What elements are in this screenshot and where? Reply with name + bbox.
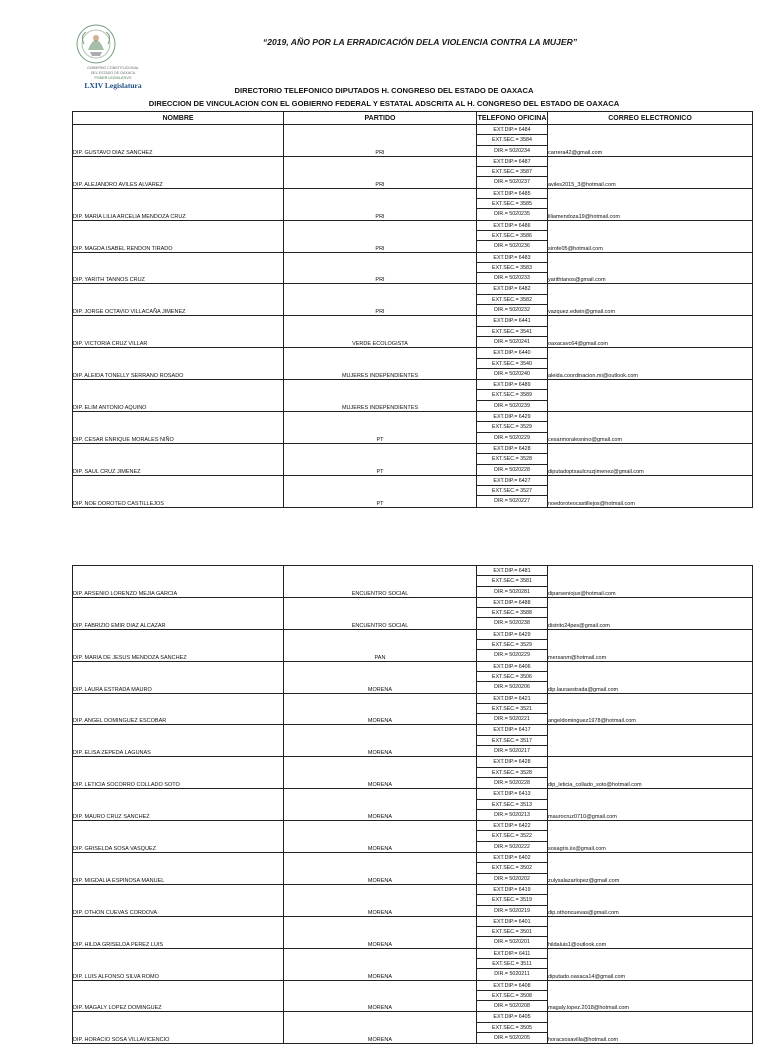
email-address[interactable]: noedoroteocastillejos@hotmail.com [548, 475, 753, 507]
email-address[interactable]: oaxacavc64@gmail.com [548, 316, 753, 348]
ext-dip: EXT.DIP.= 6483 [477, 253, 547, 263]
deputy-name: DIP. MAGDA ISABEL RENDON TIRADO [73, 220, 284, 252]
ext-dip: EXT.DIP.= 6429 [477, 630, 547, 640]
direct-line: DIR.= 5020229 [494, 434, 530, 441]
party-name: PRI [284, 188, 477, 220]
party-name: MUJERES INDEPENDIENTES [284, 380, 477, 412]
direct-line: DIR.= 5020211 [494, 971, 530, 978]
ext-sec: EXT.SEC.= 3528 [477, 768, 547, 778]
party-name: MORENA [284, 1012, 477, 1044]
table-row [73, 629, 753, 661]
office-phone [477, 412, 548, 444]
email-address[interactable]: vazquez.edwin@gmail.com [548, 284, 753, 316]
ext-dip: EXT.DIP.= 6481 [477, 566, 547, 576]
ext-sec: EXT.SEC.= 3528 [477, 454, 547, 464]
email-address[interactable] [548, 725, 753, 757]
party-name: MORENA [284, 884, 477, 916]
party-name: MORENA [284, 916, 477, 948]
direct-line: DIR.= 5020206 [494, 684, 530, 691]
logo-text-line: GOBIERNO CONSTITUCIONAL [86, 66, 140, 70]
table-row [73, 220, 753, 252]
deputy-name: DIP. ARSENIO LORENZO MEJIA GARCIA [73, 566, 284, 598]
office-phone [477, 853, 548, 885]
direct-line: DIR.= 5020205 [494, 1035, 530, 1042]
congress-logo [66, 22, 148, 96]
table-row [73, 380, 753, 412]
ext-dip: EXT.DIP.= 6422 [477, 821, 547, 831]
party-name: PAN [284, 629, 477, 661]
table-row [73, 412, 753, 444]
column-header-phone: TELEFONO OFICINA [477, 112, 548, 125]
office-phone [477, 693, 548, 725]
table-row [73, 948, 753, 980]
ext-sec: EXT.SEC.= 3589 [477, 390, 547, 400]
table-row [73, 252, 753, 284]
ext-dip: EXT.DIP.= 6421 [477, 694, 547, 704]
email-address[interactable]: zulysalazarlopez@gmail.com [548, 853, 753, 885]
office-phone [477, 821, 548, 853]
coat-of-arms-icon [66, 22, 148, 66]
table-row [73, 125, 753, 157]
email-address[interactable]: aleida.coordinacion.mi@outlook.com [548, 348, 753, 380]
direct-line: DIR.= 5020241 [494, 338, 530, 345]
document-title: DIRECTORIO TELEFONICO DIPUTADOS H. CONGRESO DEL ESTADO DE OAXACA [234, 86, 534, 95]
email-address[interactable]: horacsosavilla@hotmail.com [548, 1012, 753, 1044]
direct-line: DIR.= 5020228 [494, 779, 530, 786]
table-row [73, 475, 753, 507]
ext-sec: EXT.SEC.= 3508 [477, 991, 547, 1001]
office-phone [477, 220, 548, 252]
ext-dip: EXT.DIP.= 6402 [477, 853, 547, 863]
party-name: MORENA [284, 789, 477, 821]
ext-sec: EXT.SEC.= 3521 [477, 704, 547, 714]
table-row [73, 188, 753, 220]
ext-sec: EXT.SEC.= 3588 [477, 608, 547, 618]
office-phone [477, 725, 548, 757]
party-name: PRI [284, 156, 477, 188]
ext-sec: EXT.SEC.= 3513 [477, 800, 547, 810]
deputy-name: DIP. SAUL CRUZ JIMENEZ [73, 443, 284, 475]
email-address[interactable]: sirofe05@hotmail.com [548, 220, 753, 252]
office-phone [477, 789, 548, 821]
ext-dip: EXT.DIP.= 6408 [477, 981, 547, 991]
ext-dip: EXT.DIP.= 6482 [477, 284, 547, 294]
email-address[interactable]: dip.othoncuevas@gmail.com [548, 884, 753, 916]
ext-sec: EXT.SEC.= 3583 [477, 263, 547, 273]
email-address[interactable]: cesarmoralesnino@gmail.com [548, 412, 753, 444]
office-phone [477, 597, 548, 629]
deputy-name: DIP. MARIA DE JESUS MENDOZA SANCHEZ [73, 629, 284, 661]
table-row [73, 566, 753, 598]
party-name: PT [284, 475, 477, 507]
table-row [73, 443, 753, 475]
deputy-name: DIP. LAURA ESTRADA MAURO [73, 661, 284, 693]
ext-sec: EXT.SEC.= 3522 [477, 831, 547, 841]
office-phone [477, 443, 548, 475]
column-header-email: CORREO ELECTRONICO [548, 112, 753, 125]
ext-sec: EXT.SEC.= 3587 [477, 167, 547, 177]
table-row [73, 1012, 753, 1044]
deputy-name: DIP. OTHON CUEVAS CORDOVA [73, 884, 284, 916]
legislature-label: LXIV Legislatura [84, 81, 142, 90]
ext-dip: EXT.DIP.= 6419 [477, 885, 547, 895]
ext-dip: EXT.DIP.= 6417 [477, 725, 547, 735]
deputy-name: DIP. FABRIZIO EMIR DIAZ ALCAZAR [73, 597, 284, 629]
ext-dip: EXT.DIP.= 6411 [477, 949, 547, 959]
table-row [73, 916, 753, 948]
ext-sec: EXT.SEC.= 3529 [477, 422, 547, 432]
ext-sec: EXT.SEC.= 3529 [477, 640, 547, 650]
email-address[interactable]: yarithtanos@gmail.com [548, 252, 753, 284]
deputy-name: DIP. VICTORIA CRUZ VILLAR [73, 316, 284, 348]
ext-dip: EXT.DIP.= 6401 [477, 917, 547, 927]
email-address[interactable]: sosagris.iix@gmail.com [548, 821, 753, 853]
deputy-name: DIP. GRISELDA SOSA VASQUEZ [73, 821, 284, 853]
table-row [73, 725, 753, 757]
ext-sec: EXT.SEC.= 3517 [477, 736, 547, 746]
table-row [73, 661, 753, 693]
email-address[interactable] [548, 380, 753, 412]
party-name: PT [284, 443, 477, 475]
office-phone [477, 661, 548, 693]
party-name: MORENA [284, 853, 477, 885]
table-header-row [73, 112, 753, 125]
party-name: MORENA [284, 980, 477, 1012]
direct-line: DIR.= 5020213 [494, 811, 530, 818]
ext-dip: EXT.DIP.= 6405 [477, 1012, 547, 1022]
ext-dip: EXT.DIP.= 6428 [477, 757, 547, 767]
deputy-name: DIP. HORACIO SOSA VILLAVICENCIO [73, 1012, 284, 1044]
table-row [73, 348, 753, 380]
office-phone [477, 980, 548, 1012]
table-row [73, 316, 753, 348]
ext-sec: EXT.SEC.= 3527 [477, 486, 547, 496]
email-address[interactable]: carrera42@gmail.com [548, 125, 753, 157]
party-name: MORENA [284, 948, 477, 980]
deputy-name: DIP. MAGALY LOPEZ DOMINGUEZ [73, 980, 284, 1012]
email-address[interactable]: magaly.lopez.2018@hotmail.com [548, 980, 753, 1012]
direct-line: DIR.= 5020229 [494, 652, 530, 659]
column-header-party: PARTIDO [284, 112, 477, 125]
logo-text-line: PODER LEGISLATIVO [94, 76, 132, 80]
table-row [73, 789, 753, 821]
party-name: ENCUENTRO SOCIAL [284, 597, 477, 629]
office-phone [477, 1012, 548, 1044]
party-name: MORENA [284, 821, 477, 853]
deputy-name: DIP. MIGDALIA ESPINOSA MANUEL [73, 853, 284, 885]
table-row [73, 884, 753, 916]
party-name: PRI [284, 284, 477, 316]
office-phone [477, 316, 548, 348]
deputy-name: DIP. ANGEL DOMINGUEZ ESCOBAR [73, 693, 284, 725]
office-phone [477, 156, 548, 188]
direct-line: DIR.= 5020201 [494, 939, 530, 946]
direct-line: DIR.= 5020281 [494, 588, 530, 595]
party-name: PRI [284, 220, 477, 252]
ext-sec: EXT.SEC.= 3519 [477, 895, 547, 905]
email-address[interactable]: dip.lauraestrada@gmail.com [548, 661, 753, 693]
email-address[interactable]: maurocruz0710@gmail.com [548, 789, 753, 821]
email-address[interactable]: distrito24pes@gmail.com [548, 597, 753, 629]
deputy-name: DIP. LETICIA SOCORRO COLLADO SOTO [73, 757, 284, 789]
direct-line: DIR.= 5020233 [494, 275, 530, 282]
ext-sec: EXT.SEC.= 3584 [477, 135, 547, 145]
direct-line: DIR.= 5020228 [494, 466, 530, 473]
email-address[interactable]: angeldominguez1978@hotmail.com [548, 693, 753, 725]
direct-line: DIR.= 5020232 [494, 307, 530, 314]
ext-dip: EXT.DIP.= 6485 [477, 189, 547, 199]
table-row [73, 853, 753, 885]
email-address[interactable]: diputado.oaxaca14@gmail.com [548, 948, 753, 980]
deputy-name: DIP. CESAR ENRIQUE MORALES NIÑO [73, 412, 284, 444]
party-name: VERDE ECOLOGISTA [284, 316, 477, 348]
ext-sec: EXT.SEC.= 3582 [477, 295, 547, 305]
deputy-name: DIP. ELISA ZEPEDA LAGUNAS [73, 725, 284, 757]
direct-line: DIR.= 5020239 [494, 402, 530, 409]
directory-table-page2 [72, 565, 753, 1044]
direct-line: DIR.= 5020236 [494, 243, 530, 250]
deputy-name: DIP. GUSTAVO DIAZ SANCHEZ [73, 125, 284, 157]
email-address[interactable]: mersanm@hotmail.com [548, 629, 753, 661]
office-phone [477, 757, 548, 789]
office-phone [477, 252, 548, 284]
table-row [73, 821, 753, 853]
office-phone [477, 629, 548, 661]
ext-dip: EXT.DIP.= 6441 [477, 316, 547, 326]
direct-line: DIR.= 5020237 [494, 179, 530, 186]
ext-dip: EXT.DIP.= 6413 [477, 789, 547, 799]
ext-sec: EXT.SEC.= 3581 [477, 576, 547, 586]
table-row [73, 597, 753, 629]
direct-line: DIR.= 5020234 [494, 147, 530, 154]
party-name: MUJERES INDEPENDIENTES [284, 348, 477, 380]
party-name: ENCUENTRO SOCIAL [284, 566, 477, 598]
office-phone [477, 948, 548, 980]
email-address[interactable]: liliamendoza19@hotmail.com [548, 188, 753, 220]
document-subtitle: DIRECCION DE VINCULACION CON EL GOBIERNO FEDERAL Y ESTATAL ADSCRITA AL H. CONGRESO DEL ESTADO DE OAXACA [148, 99, 620, 108]
party-name: PRI [284, 252, 477, 284]
party-name: PT [284, 412, 477, 444]
deputy-name: DIP. ALEJANDRO AVILES ALVAREZ [73, 156, 284, 188]
ext-dip: EXT.DIP.= 6428 [477, 444, 547, 454]
year-motto: “2019, AÑO POR LA ERRADICACIÓN DELA VIOLENCIA CONTRA LA MUJER” [262, 37, 578, 47]
ext-sec: EXT.SEC.= 3506 [477, 672, 547, 682]
deputy-name: DIP. NOE DOROTEO CASTILLEJOS [73, 475, 284, 507]
direct-line: DIR.= 5020235 [494, 211, 530, 218]
direct-line: DIR.= 5020202 [494, 875, 530, 882]
ext-dip: EXT.DIP.= 6484 [477, 125, 547, 135]
email-address[interactable]: hildaluis1@outlook.com [548, 916, 753, 948]
ext-dip: EXT.DIP.= 6487 [477, 157, 547, 167]
deputy-name: DIP. LUIS ALFONSO SILVA ROMO [73, 948, 284, 980]
office-phone [477, 475, 548, 507]
ext-sec: EXT.SEC.= 3502 [477, 863, 547, 873]
party-name: MORENA [284, 725, 477, 757]
ext-sec: EXT.SEC.= 3501 [477, 927, 547, 937]
party-name: PRI [284, 125, 477, 157]
direct-line: DIR.= 5020238 [494, 620, 530, 627]
party-name: MORENA [284, 757, 477, 789]
ext-dip: EXT.DIP.= 6427 [477, 476, 547, 486]
email-address[interactable]: aviles2015_3@hotmail.com [548, 156, 753, 188]
ext-dip: EXT.DIP.= 6440 [477, 348, 547, 358]
party-name: MORENA [284, 661, 477, 693]
direct-line: DIR.= 5020222 [494, 843, 530, 850]
office-phone [477, 916, 548, 948]
ext-dip: EXT.DIP.= 6406 [477, 662, 547, 672]
deputy-name: DIP. MAURO CRUZ SANCHEZ [73, 789, 284, 821]
direct-line: DIR.= 5020221 [494, 716, 530, 723]
office-phone [477, 125, 548, 157]
deputy-name: DIP. MARIA LILIA ARCELIA MENDOZA CRUZ [73, 188, 284, 220]
ext-dip: EXT.DIP.= 6429 [477, 412, 547, 422]
party-name: MORENA [284, 693, 477, 725]
office-phone [477, 566, 548, 598]
office-phone [477, 188, 548, 220]
office-phone [477, 284, 548, 316]
office-phone [477, 884, 548, 916]
ext-sec: EXT.SEC.= 3505 [477, 1023, 547, 1033]
table-row [73, 284, 753, 316]
ext-sec: EXT.SEC.= 3541 [477, 327, 547, 337]
ext-dip: EXT.DIP.= 6486 [477, 221, 547, 231]
deputy-name: DIP. YARITH TANNOS CRUZ [73, 252, 284, 284]
directory-table-page1 [72, 111, 753, 508]
column-header-name: NOMBRE [73, 112, 284, 125]
table-row [73, 980, 753, 1012]
direct-line: DIR.= 5020208 [494, 1003, 530, 1010]
logo-text-line: DEL ESTADO DE OAXACA [90, 71, 136, 75]
office-phone [477, 380, 548, 412]
office-phone [477, 348, 548, 380]
ext-dip: EXT.DIP.= 6489 [477, 380, 547, 390]
direct-line: DIR.= 5020217 [494, 748, 530, 755]
ext-dip: EXT.DIP.= 6488 [477, 598, 547, 608]
ext-sec: EXT.SEC.= 3586 [477, 231, 547, 241]
email-address[interactable]: diparseniojux@hotmail.com [548, 566, 753, 598]
ext-sec: EXT.SEC.= 3511 [477, 959, 547, 969]
deputy-name: DIP. JORGE OCTAVIO VILLACAÑA JIMENEZ [73, 284, 284, 316]
deputy-name: DIP. ALEIDA TONELLY SERRANO ROSADO [73, 348, 284, 380]
email-address[interactable]: diputadoptsaulcruzjimenez@gmail.com [548, 443, 753, 475]
table-row [73, 693, 753, 725]
ext-sec: EXT.SEC.= 3585 [477, 199, 547, 209]
deputy-name: DIP. ELIM ANTONIO AQUINO [73, 380, 284, 412]
direct-line: DIR.= 5020219 [494, 907, 530, 914]
email-address[interactable]: dip_leticia_collado_soto@hotmail.com [548, 757, 753, 789]
direct-line: DIR.= 5020240 [494, 370, 530, 377]
direct-line: DIR.= 5020227 [494, 498, 530, 505]
table-row [73, 156, 753, 188]
ext-sec: EXT.SEC.= 3540 [477, 359, 547, 369]
table-row [73, 757, 753, 789]
deputy-name: DIP. HILDA GRISELDA PEREZ LUIS [73, 916, 284, 948]
